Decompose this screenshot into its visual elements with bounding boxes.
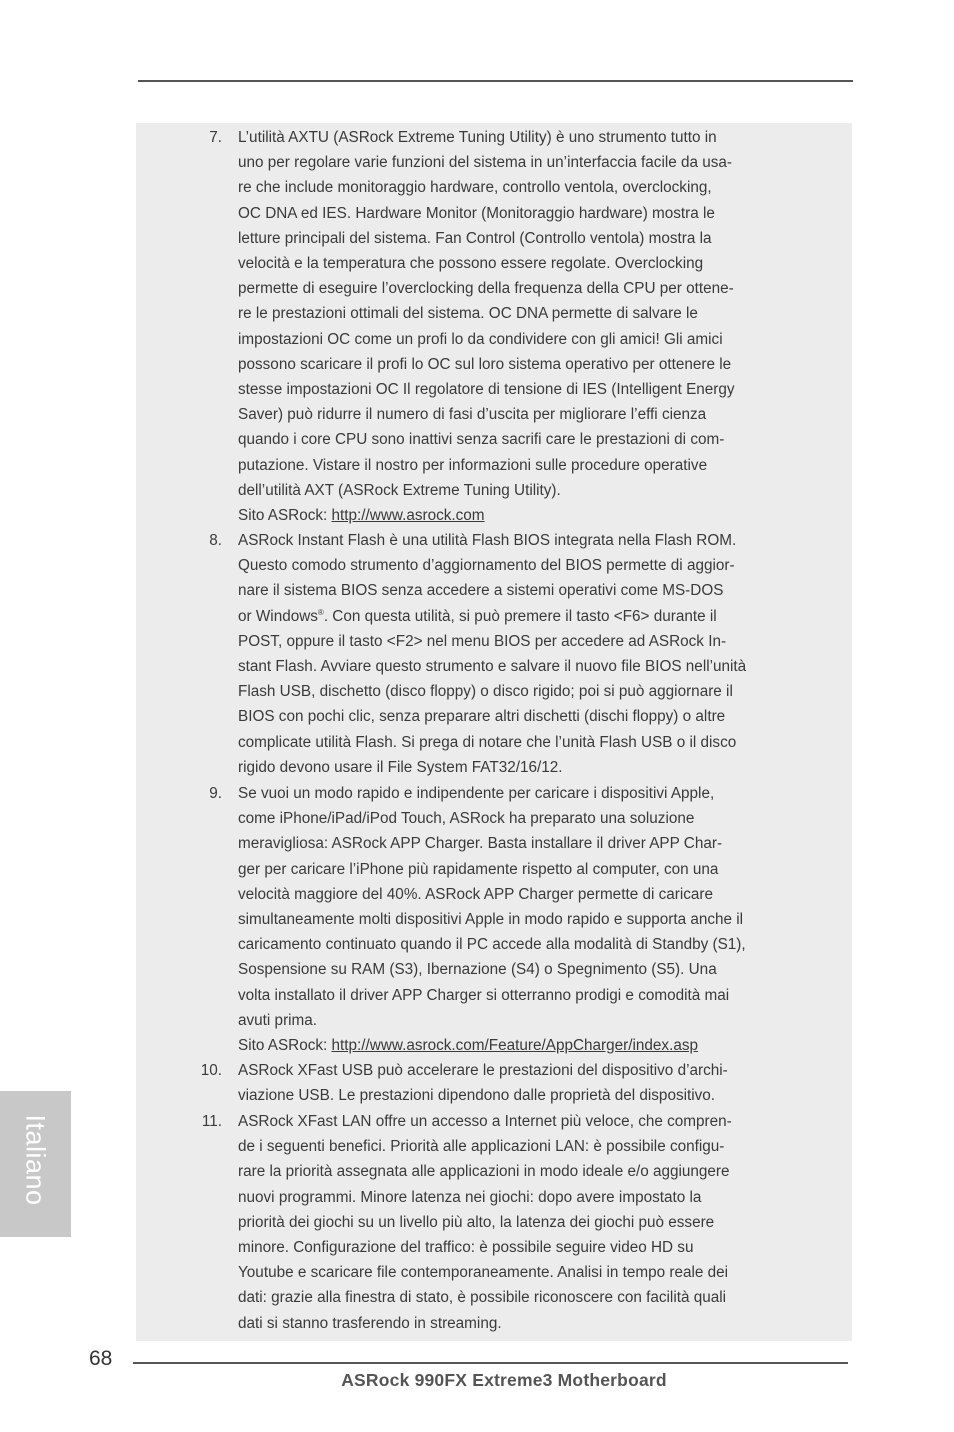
text-line: de i seguenti benefici. Priorità alle applicazioni LAN: è possibile configu- — [238, 1138, 725, 1156]
page-number: 68 — [89, 1347, 113, 1370]
site-label: Sito ASRock: — [238, 507, 332, 525]
item-text — [238, 1058, 804, 1108]
text-line: come iPhone/iPad/iPod Touch, ASRock ha preparato una soluzione — [238, 810, 695, 828]
text-line: stesse impostazioni OC Il regolatore di tensione di IES (Intelligent Energy — [238, 381, 735, 399]
text-line: viazione USB. Le prestazioni dipendono dalle proprietà del dispositivo. — [238, 1087, 716, 1105]
text-line: meravigliosa: ASRock APP Charger. Basta installare il driver APP Char- — [238, 835, 723, 853]
text-line: possono scaricare il profi lo OC sul loro sistema operativo per ottenere le — [238, 355, 732, 373]
text-line: putazione. Vistare il nostro per informazioni sulle procedure operative — [238, 456, 708, 474]
text-line: rigido devono usare il File System FAT32/16/12. — [238, 758, 563, 776]
text-line: Questo comodo strumento d’aggiornamento del BIOS permette di aggior- — [238, 557, 735, 575]
item-number: 10. — [200, 1062, 222, 1079]
text-line: priorità dei giochi su un livello più alto, la latenza dei giochi può essere — [238, 1213, 715, 1231]
text-line: L’utilità AXTU (ASRock Extreme Tuning Utility) è uno strumento tutto in — [238, 129, 717, 146]
text-line: uno per regolare varie funzioni del sistema in un’interfaccia facile da usa- — [238, 154, 733, 172]
text-line: letture principali del sistema. Fan Control (Controllo ventola) mostra la — [238, 229, 712, 247]
text-line: Se vuoi un modo rapido e indipendente per caricare i dispositivi Apple, — [238, 785, 715, 802]
text-line: rare la priorità assegnata alle applicazioni in modo ideale e/o aggiungere — [238, 1163, 730, 1181]
text-line: minore. Configurazione del traffico: è possibile seguire video HD su — [238, 1239, 694, 1257]
text-line: Saver) può ridurre il numero di fasi d’uscita per migliorare l’effi cienza — [238, 406, 707, 424]
text-segment: . Con questa utilità, si può premere il tasto <F6> durante il — [323, 607, 717, 625]
item-text — [238, 781, 804, 1058]
text-line: nuovi programmi. Minore latenza nei giochi: dopo avere impostato la — [238, 1188, 702, 1206]
text-line: quando i core CPU sono inattivi senza sacrifi care le prestazioni di com- — [238, 431, 725, 449]
site-label: Sito ASRock: — [238, 1037, 332, 1055]
asrock-site-link[interactable]: http://www.asrock.com — [331, 507, 485, 525]
text-line — [238, 604, 804, 629]
footer-rule — [133, 1362, 848, 1364]
text-line: ger per caricare l’iPhone più rapidamente rispetto al computer, con una — [238, 860, 719, 878]
item-text — [238, 1109, 804, 1336]
language-label: Italiano — [20, 1114, 51, 1206]
text-line: POST, oppure il tasto <F2> nel menu BIOS per accedere ad ASRock In- — [238, 632, 727, 650]
text-line: dati: grazie alla finestra di stato, è possibile riconoscere con facilità quali — [238, 1289, 727, 1307]
text-line: re che include monitoraggio hardware, controllo ventola, overclocking, — [238, 179, 712, 197]
text-line: Youtube e scaricare file contemporaneamente. Analisi in tempo reale dei — [238, 1264, 729, 1282]
text-line: dell’utilità AXT (ASRock Extreme Tuning Utility). — [238, 481, 561, 499]
site-line — [238, 1033, 804, 1058]
text-line: ASRock Instant Flash è una utilità Flash BIOS integrata nella Flash ROM. — [238, 532, 737, 549]
text-line: avuti prima. — [238, 1011, 318, 1029]
text-line: ASRock XFast USB può accelerare le prestazioni del dispositivo d’archi- — [238, 1062, 728, 1079]
text-line: simultaneamente molti dispositivi Apple in modo rapido e supporta anche il — [238, 911, 744, 929]
text-line: permette di eseguire l’overclocking della frequenza della CPU per ottene- — [238, 280, 734, 298]
text-line: complicate utilità Flash. Si prega di notare che l’unità Flash USB o il disco — [238, 733, 737, 751]
header-rule — [138, 80, 853, 82]
item-number: 9. — [209, 785, 222, 802]
text-line: ASRock XFast LAN offre un accesso a Internet più veloce, che compren- — [238, 1113, 732, 1130]
footer-title: ASRock 990FX Extreme3 Motherboard — [341, 1370, 667, 1390]
text-line: OC DNA ed IES. Hardware Monitor (Monitoraggio hardware) mostra le — [238, 204, 715, 222]
text-line: velocità maggiore del 40%. ASRock APP Charger permette di caricare — [238, 885, 714, 903]
text-line: BIOS con pochi clic, senza preparare altri dischetti (dischi floppy) o altre — [238, 708, 726, 726]
text-line: dati si stanno trasferendo in streaming. — [238, 1314, 502, 1332]
text-line: impostazioni OC come un profi lo da condividere con gli amici! Gli amici — [238, 330, 723, 348]
item-number: 8. — [209, 532, 222, 549]
registered-mark: ® — [317, 607, 324, 617]
text-line: nare il sistema BIOS senza accedere a sistemi operativi come MS-DOS — [238, 582, 724, 600]
text-segment: or Windows — [238, 607, 318, 625]
text-line: Flash USB, dischetto (disco floppy) o disco rigido; poi si può aggiornare il — [238, 683, 733, 701]
text-line: volta installato il driver APP Charger si otterranno prodigi e comodità mai — [238, 986, 730, 1004]
app-charger-link[interactable]: http://www.asrock.com/Feature/AppCharger/index.asp — [331, 1037, 698, 1055]
text-line: stant Flash. Avviare questo strumento e salvare il nuovo file BIOS nell’unità — [238, 658, 747, 676]
text-line: caricamento continuato quando il PC accede alla modalità di Standby (S1), — [238, 936, 746, 954]
item-number: 7. — [209, 129, 222, 146]
item-text — [238, 528, 804, 780]
text-line: velocità e la temperatura che possono essere regolate. Overclocking — [238, 255, 704, 273]
text-line: re le prestazioni ottimali del sistema. OC DNA permette di salvare le — [238, 305, 698, 323]
item-text — [238, 125, 804, 528]
content-panel — [136, 123, 852, 1341]
text-line: Sospensione su RAM (S3), Ibernazione (S4) o Spegnimento (S5). Una — [238, 961, 717, 979]
site-line — [238, 503, 804, 528]
item-number: 11. — [201, 1113, 222, 1130]
